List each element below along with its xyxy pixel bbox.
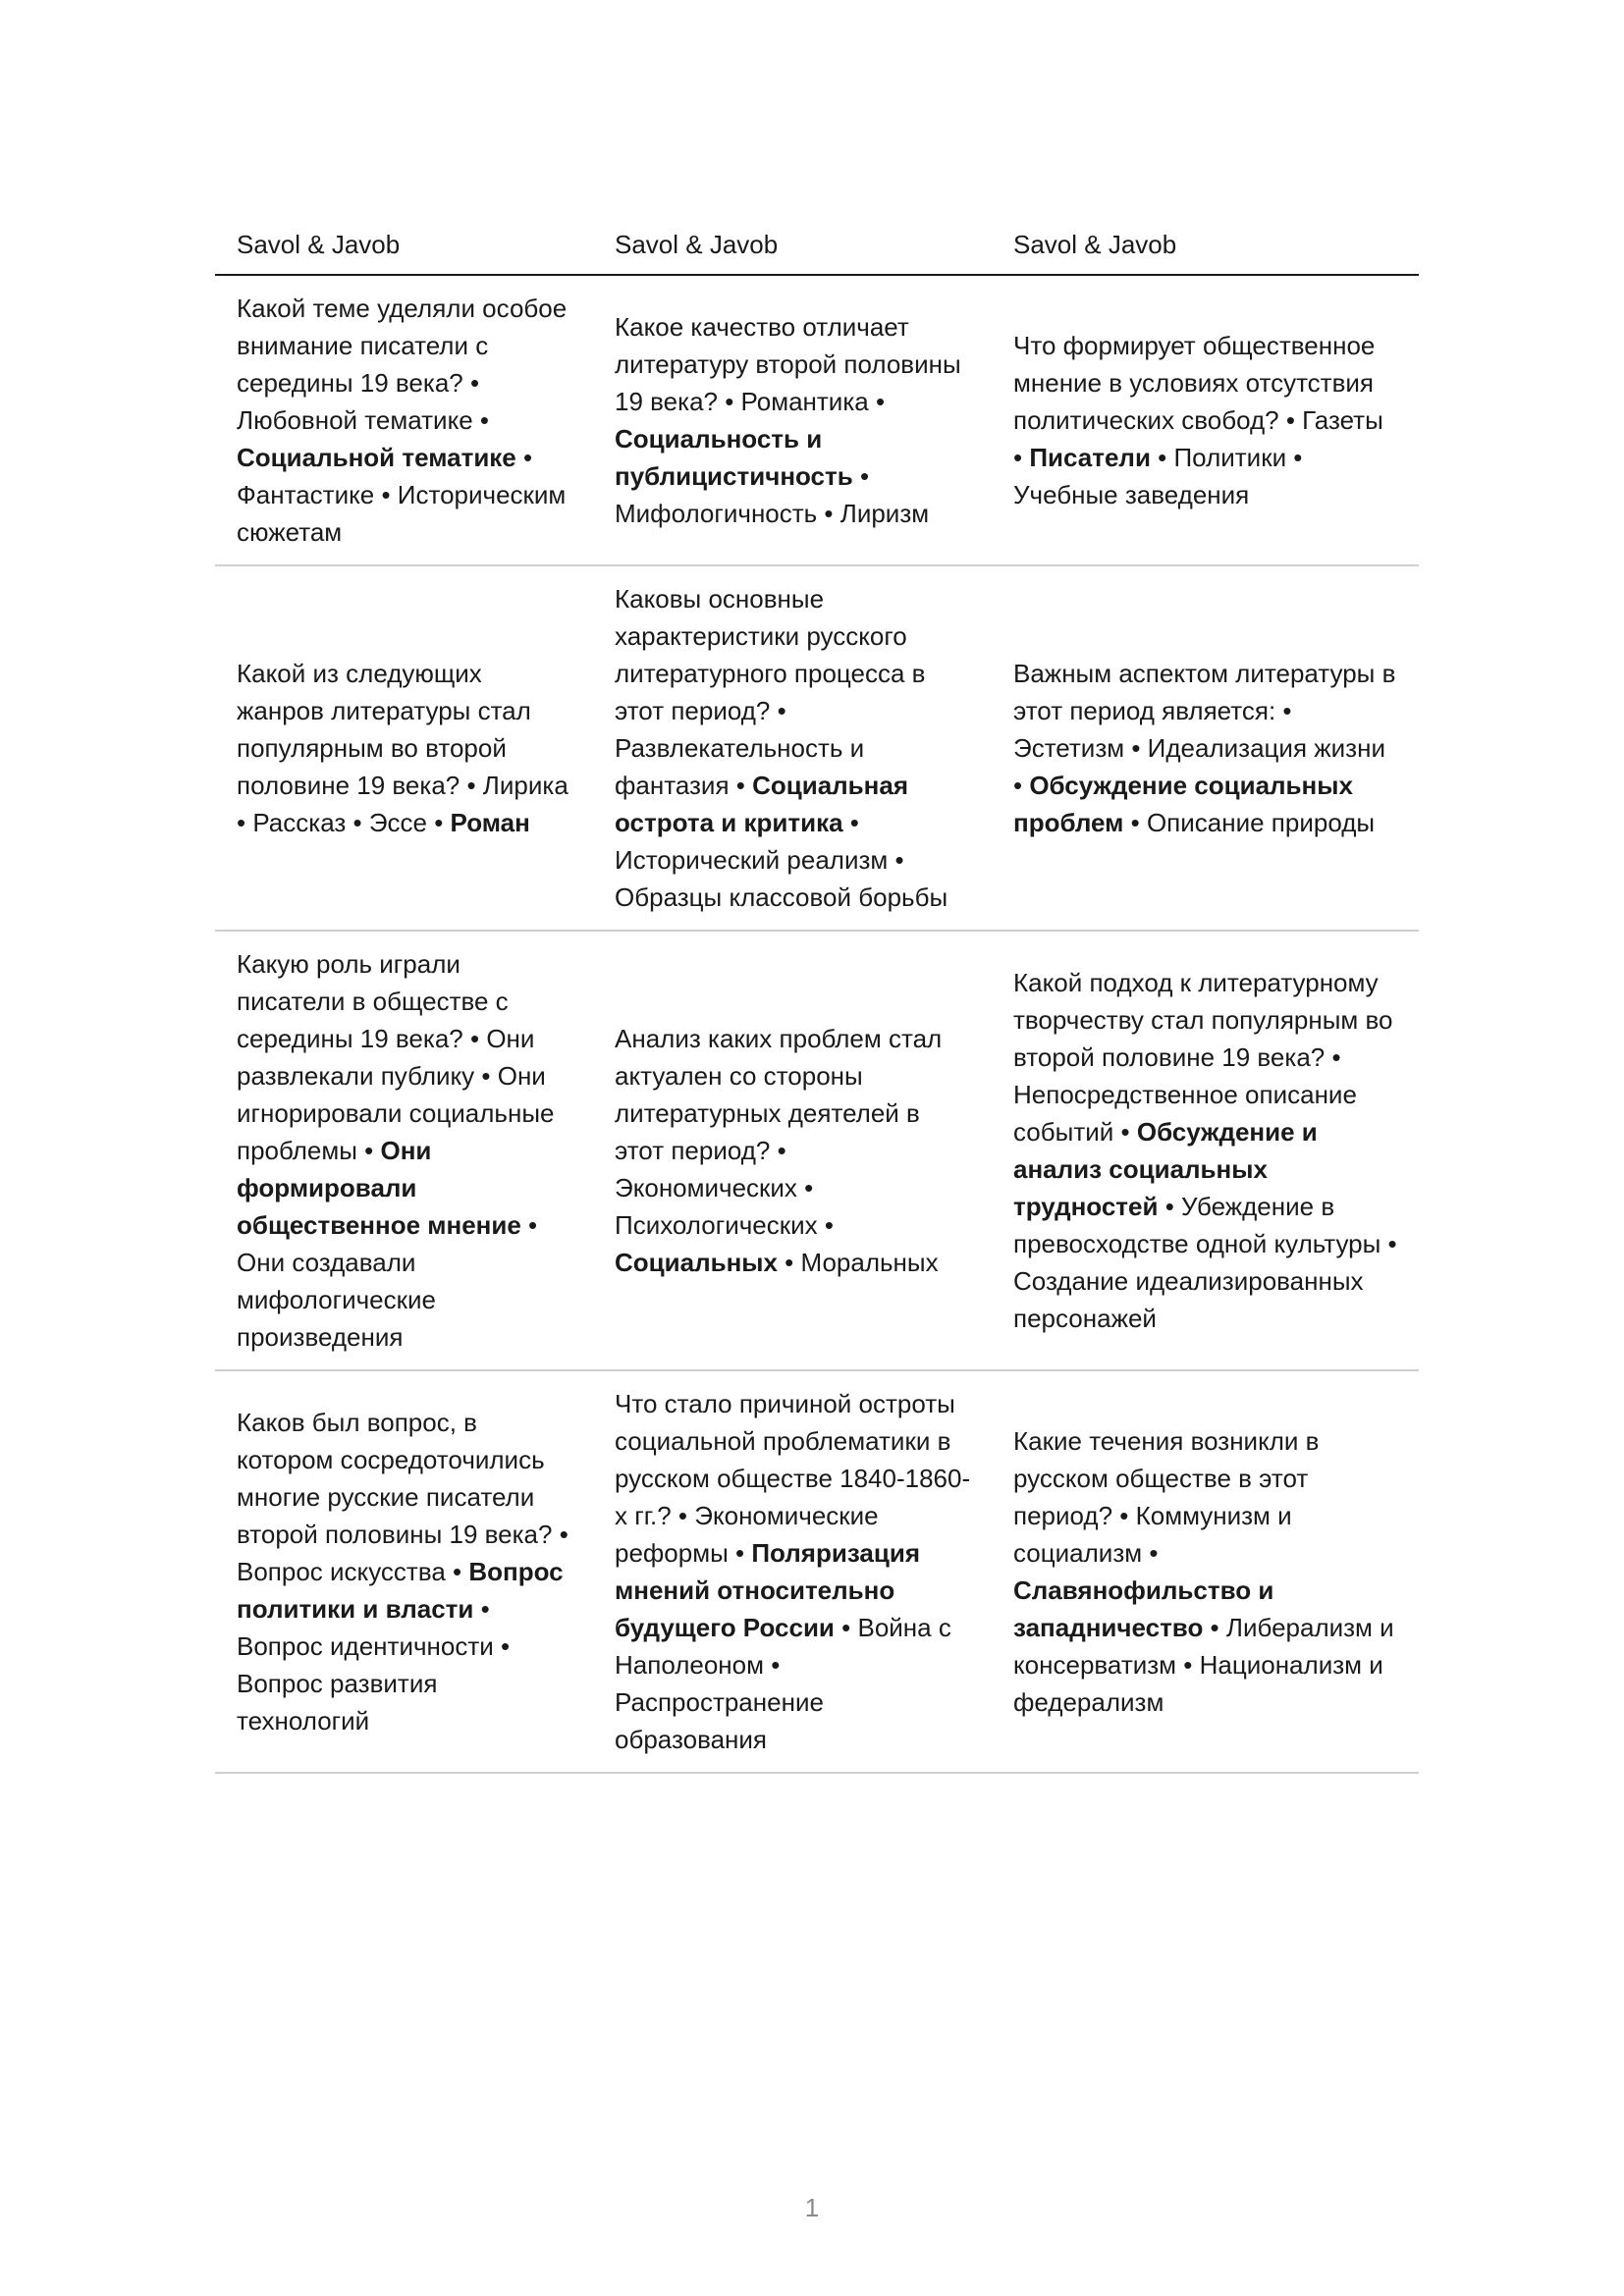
header-row (215, 215, 1419, 275)
table-row (215, 565, 1419, 931)
correct-answer: Обсуждение и анализ социальных трудностей (1013, 1117, 1318, 1221)
correct-answer: Социальность и публицистичность (615, 424, 853, 491)
question-text: Что стало причиной остроты социальной проблематики в русском обществе 1840-1860-х гг.? • Экономические реформы • (615, 1389, 971, 1568)
question-cell (593, 565, 992, 931)
question-text: Какой из следующих жанров литературы стал популярным во второй половине 19 века? • Лирика • Рассказ • Эссе • (237, 659, 568, 837)
question-text: • Убеждение в превосходстве одной культуры • Создание идеализированных персонажей (1013, 1192, 1397, 1333)
question-cell (593, 275, 992, 565)
question-cell (215, 275, 593, 565)
table-body (215, 275, 1419, 1773)
correct-answer: Обсуждение социальных проблем (1013, 771, 1353, 837)
correct-answer: Вопрос политики и власти (237, 1557, 564, 1624)
question-text: • Фантастике • Историческим сюжетам (237, 443, 567, 547)
question-text: • Описание природы (1123, 808, 1376, 837)
correct-answer: Славянофильство и западничество (1013, 1575, 1274, 1642)
column-header: Savol & Javob (593, 215, 992, 275)
question-text: • Мифологичность • Лиризм (615, 461, 930, 528)
question-text: • Война с Наполеоном • Распространение образования (615, 1613, 951, 1754)
column-header: Savol & Javob (992, 215, 1419, 275)
column-header: Savol & Javob (215, 215, 593, 275)
question-text: • Исторический реализм • Образцы классовой борьбы (615, 808, 948, 912)
question-text: • Вопрос идентичности • Вопрос развития технологий (237, 1594, 511, 1735)
question-text: Какую роль играли писатели в обществе с середины 19 века? • Они развлекали публику • Они игнорировали социальные проблемы • (237, 949, 555, 1165)
question-cell (992, 1370, 1419, 1773)
question-cell (215, 1370, 593, 1773)
question-text: Важным аспектом литературы в этот период является: • Эстетизм • Идеализация жизни • (1013, 659, 1396, 800)
question-text: Какой теме уделяли особое внимание писатели с середины 19 века? • Любовной тематике • (237, 294, 568, 435)
question-text: Какие течения возникли в русском обществе в этот период? • Коммунизм и социализм • (1013, 1426, 1320, 1568)
correct-answer: Социальной тематике (237, 443, 516, 472)
correct-answer: Они формировали общественное мнение (237, 1136, 521, 1240)
correct-answer: Социальная острота и критика (615, 771, 908, 837)
quiz-table (215, 215, 1419, 1774)
question-cell (215, 565, 593, 931)
question-text: Каковы основные характеристики русского литературного процесса в этот период? • Развлекательность и фантазия • (615, 584, 926, 800)
question-cell (593, 931, 992, 1370)
question-cell (593, 1370, 992, 1773)
question-text: Какой подход к литературному творчеству стал популярным во второй половине 19 века? • Непосредственное описание событий • (1013, 968, 1393, 1147)
question-cell (992, 931, 1419, 1370)
question-cell (992, 275, 1419, 565)
correct-answer: Писатели (1029, 443, 1151, 472)
question-text: • Либерализм и консерватизм • Национализм и федерализм (1013, 1613, 1394, 1717)
question-text: Анализ каких проблем стал актуален со стороны литературных деятелей в этот период? • Экономических • Психологических • (615, 1024, 943, 1240)
correct-answer: Социальных (615, 1248, 778, 1277)
question-text: Какое качество отличает литературу второй половины 19 века? • Романтика • (615, 312, 961, 416)
question-text: • Моральных (777, 1248, 939, 1277)
table-row (215, 931, 1419, 1370)
question-text: Что формирует общественное мнение в условиях отсутствия политических свобод? • Газеты • (1013, 331, 1383, 472)
question-text: • Политики • Учебные заведения (1013, 443, 1303, 509)
question-text: • Они создавали мифологические произведения (237, 1210, 538, 1352)
correct-answer: Роман (450, 808, 530, 837)
page-number: 1 (804, 2193, 820, 2222)
question-cell (215, 931, 593, 1370)
table-row (215, 1370, 1419, 1773)
table-row (215, 275, 1419, 565)
question-cell (992, 565, 1419, 931)
correct-answer: Поляризация мнений относительно будущего России (615, 1538, 920, 1642)
question-text: Каков был вопрос, в котором сосредоточились многие русские писатели второй половины 19 века? • Вопрос искусства • (237, 1408, 568, 1586)
